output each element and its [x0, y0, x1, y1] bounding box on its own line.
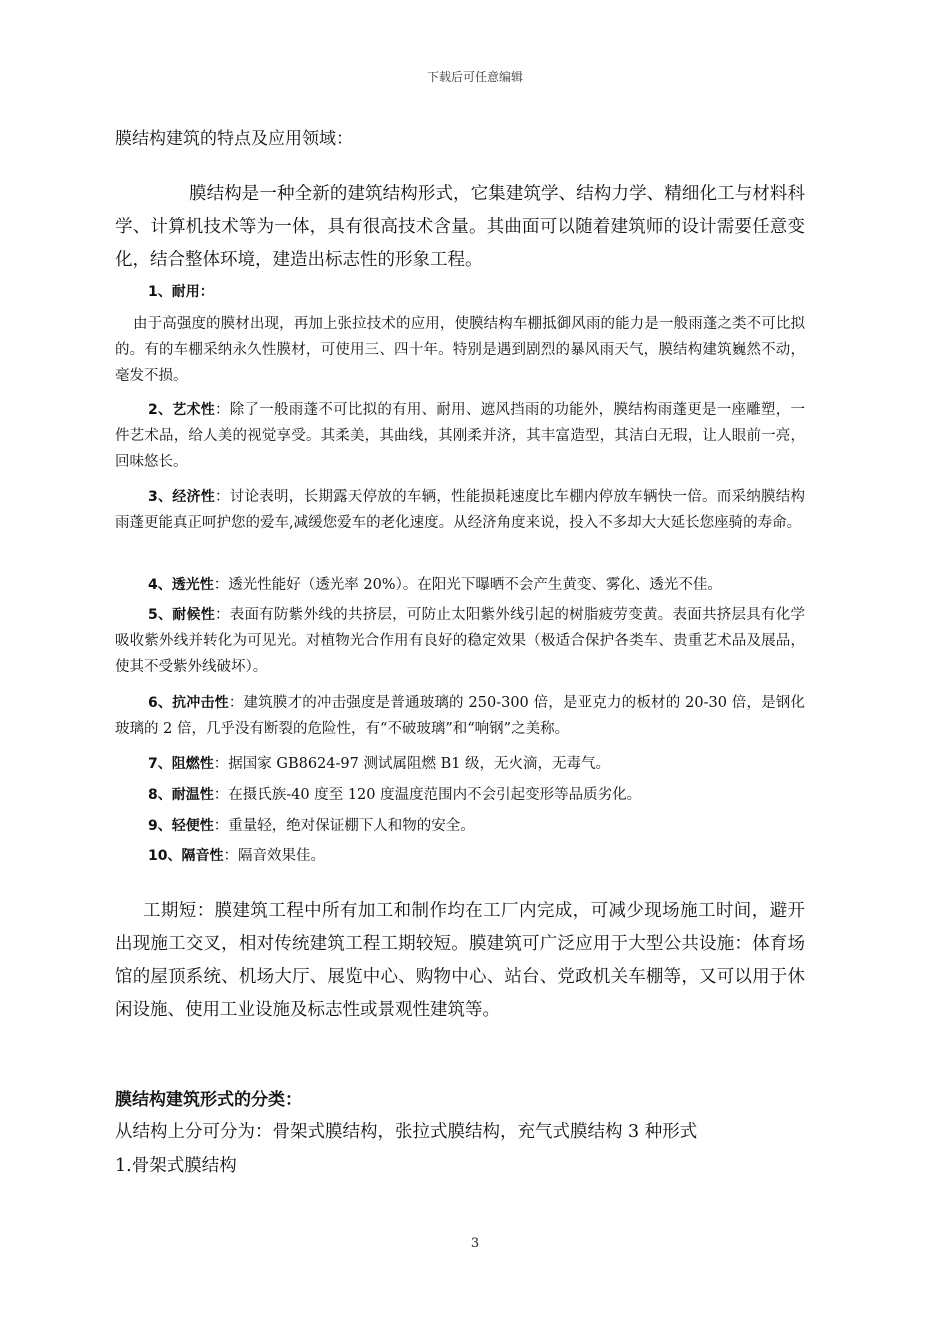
item-label: 3、经济性 [148, 489, 216, 505]
item-label: 2、艺术性 [148, 402, 216, 418]
item-text: ：重量轻，绝对保证棚下人和物的安全。 [213, 818, 475, 834]
item-transparency [115, 572, 805, 598]
item-light [115, 813, 805, 839]
subsection-heading: 1.骨架式膜结构 [115, 1156, 237, 1176]
item-text: ：透光性能好（透光率 20%）。在阳光下曝晒不会产生黄变、雾化、透光不佳。 [213, 577, 722, 593]
item-label: 9、轻便性 [148, 818, 214, 834]
item-economy [115, 484, 805, 536]
item-durability-heading [115, 279, 805, 305]
item-text: ：表面有防紫外线的共挤层，可防止太阳紫外线引起的树脂疲劳变黄。表面共挤层具有化学吸收紫外线并转化为可见光。对植物光合作用有良好的稳定效果（极适合保护各类车、贵重艺术品及展品，使其不受紫外线破坏）。 [115, 607, 805, 675]
item-label: 10、隔音性 [148, 848, 224, 864]
classification-line: 从结构上分可分为：骨架式膜结构，张拉式膜结构，充气式膜结构 3 种形式 [115, 1122, 698, 1142]
item-text: ：建筑膜才的冲击强度是普通玻璃的 250-300 倍，是亚克力的板材的 20-30 倍，是钢化玻璃的 2 倍，几乎没有断裂的危险性，有“不破玻璃”和“响钢”之美称。 [115, 695, 805, 737]
item-text: ：据国家 GB8624-97 测试属阻燃 B1 级，无火滴，无毒气。 [213, 756, 611, 772]
item-text: ：讨论表明，长期露天停放的车辆，性能损耗速度比车棚内停放车辆快一倍。而采纳膜结构雨蓬更能真正呵护您的爱车,减缓您爱车的老化速度。从经济角度来说，投入不多却大大延长您座骑的寿命。 [115, 489, 805, 531]
section-title: 膜结构建筑的特点及应用领域： [115, 129, 353, 149]
intro-paragraph: 膜结构是一种全新的建筑结构形式，它集建筑学、结构力学、精细化工与材料科学、计算机技术等为一体，具有很高技术含量。其曲面可以随着建筑师的设计需要任意变化，结合整体环境，建造出标志性的形象工程。 [115, 184, 805, 270]
item-artistry [115, 397, 805, 475]
item-label: 7、阻燃性 [148, 756, 214, 772]
page-header: 下载后可任意编辑 [426, 70, 523, 84]
item-label: 5、耐候性 [148, 607, 216, 623]
item-durability-body: 由于高强度的膜材出现，再加上张拉技术的应用，使膜结构车棚抵御风雨的能力是一般雨蓬之类不可比拟的。有的车棚采纳永久性膜材，可使用三、四十年。特别是遇到剧烈的暴风雨天气，膜结构建筑巍然不动，毫发不损。 [115, 316, 805, 384]
construction-period-paragraph: 工期短：膜建筑工程中所有加工和制作均在工厂内完成，可减少现场施工时间，避开出现施工交叉，相对传统建筑工程工期较短。膜建筑可广泛应用于大型公共设施：体育场馆的屋顶系统、机场大厅、展览中心、购物中心、站台、党政机关车棚等，又可以用于休闲设施、使用工业设施及标志性或景观性建筑等。 [115, 901, 805, 1020]
section-heading: 膜结构建筑形式的分类： [115, 1090, 302, 1110]
item-weatherability [115, 602, 805, 680]
item-text: ：除了一般雨蓬不可比拟的有用、耐用、遮风挡雨的功能外，膜结构雨蓬更是一座雕塑，一件艺术品，给人美的视觉享受。其柔美，其曲线，其刚柔并济，其丰富造型，其洁白无瑕，让人眼前一亮，回味悠长。 [115, 402, 805, 470]
page-number: 3 [470, 1236, 480, 1251]
item-label: 6、抗冲击性 [148, 695, 229, 711]
item-sound [115, 843, 805, 869]
item-label: 1、耐用： [148, 284, 214, 300]
item-text: ：隔音效果佳。 [223, 848, 325, 864]
item-temperature [115, 782, 805, 808]
item-text: ：在摄氏族-40 度至 120 度温度范围内不会引起变形等品质劣化。 [213, 787, 642, 803]
item-label: 4、透光性 [148, 577, 214, 593]
item-label: 8、耐温性 [148, 787, 214, 803]
item-flame [115, 751, 805, 777]
item-impact [115, 690, 805, 742]
